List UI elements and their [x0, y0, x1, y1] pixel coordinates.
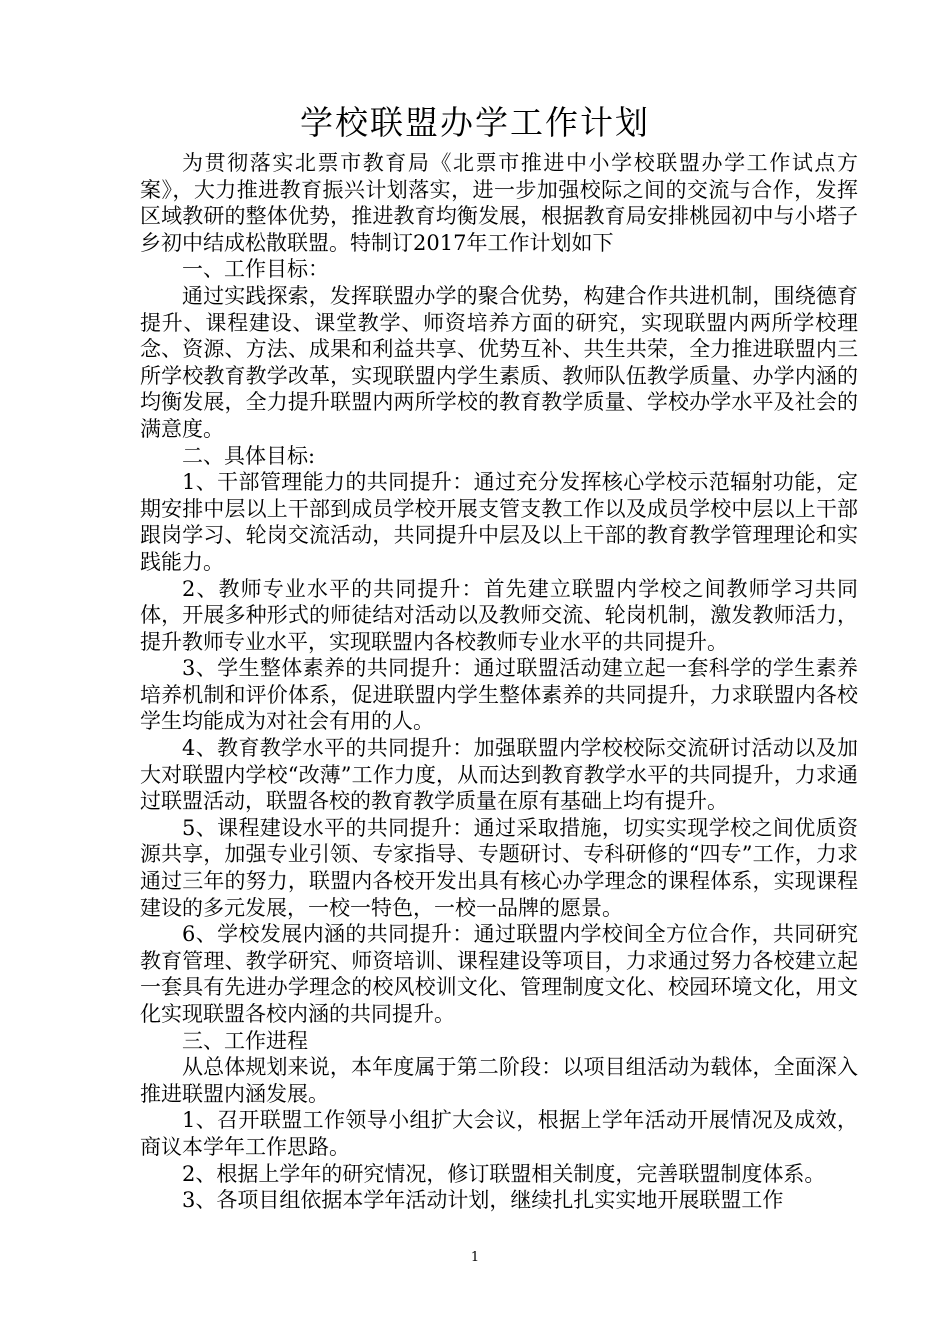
progress-item-1: 1、召开联盟工作领导小组扩大会议，根据上学年活动开展情况及成效，商议本学年工作思路。 — [140, 1108, 858, 1159]
specific-goal-4: 4、教育教学水平的共同提升：加强联盟内学校校际交流研讨活动以及加大对联盟内学校“改薄”工作力度，从而达到教育教学水平的共同提升，力求通过联盟活动，联盟各校的教育教学质量在原有基础上均有提升。 — [140, 736, 858, 814]
document-body — [140, 150, 858, 1214]
progress-overview: 从总体规划来说，本年度属于第二阶段：以项目组活动为载体，全面深入推进联盟内涵发展。 — [140, 1055, 858, 1106]
specific-goal-5: 5、课程建设水平的共同提升：通过采取措施，切实实现学校之间优质资源共享，加强专业引领、专家指导、专题研讨、专科研修的“四专”工作，力求通过三年的努力，联盟内各校开发出具有核心办学理念的课程体系，实现课程建设的多元发展，一校一特色，一校一品牌的愿景。 — [140, 815, 858, 920]
specific-goal-6: 6、学校发展内涵的共同提升：通过联盟内学校间全方位合作，共同研究教育管理、教学研究、师资培训、课程建设等项目，力求通过努力各校建立起一套具有先进办学理念的校风校训文化、管理制度文化、校园环境文化，用文化实现联盟各校内涵的共同提升。 — [140, 922, 858, 1026]
specific-goal-3: 3、学生整体素养的共同提升：通过联盟活动建立起一套科学的学生素养培养机制和评价体系，促进联盟内学生整体素养的共同提升，力求联盟内各校学生均能成为对社会有用的人。 — [140, 656, 858, 734]
section-heading-specific-goals: 二、具体目标: — [182, 443, 316, 468]
specific-goal-1: 1、干部管理能力的共同提升：通过充分发挥核心学校示范辐射功能，定期安排中层以上干部到成员学校开展支管支教工作以及成员学校中层以上干部跟岗学习、轮岗交流活动，共同提升中层及以上干部的教育教学管理理论和实践能力。 — [140, 470, 858, 574]
section-heading-goals: 一、工作目标： — [182, 257, 329, 282]
intro-paragraph: 为贯彻落实北票市教育局《北票市推进中小学校联盟办学工作试点方案》，大力推进教育振兴计划落实，进一步加强校际之间的交流与合作，发挥区域教研的整体优势，推进教育均衡发展，根据教育局安排桃园初中与小塔子乡初中结成松散联盟。特制订2017年工作计划如下 — [140, 151, 858, 255]
section-heading-progress: 三、工作进程 — [182, 1028, 308, 1053]
specific-goal-2: 2、教师专业水平的共同提升：首先建立联盟内学校之间教师学习共同体，开展多种形式的师徒结对活动以及教师交流、轮岗机制，激发教师活力，提升教师专业水平，实现联盟内各校教师专业水平的共同提升。 — [140, 576, 858, 654]
progress-item-2: 2、根据上学年的研究情况，修订联盟相关制度，完善联盟制度体系。 — [182, 1161, 826, 1186]
progress-item-3: 3、各项目组依据本学年活动计划，继续扎扎实实地开展联盟工作 — [182, 1188, 784, 1213]
document-title: 学校联盟办学工作计划 — [300, 103, 650, 142]
goals-paragraph: 通过实践探索，发挥联盟办学的聚合优势，构建合作共进机制，围绕德育提升、课程建设、课堂教学、师资培养方面的研究，实现联盟内两所学校理念、资源、方法、成果和利益共享、优势互补、共生共荣，全力推进联盟内三所学校教育教学改革，实现联盟内学生素质、教师队伍教学质量、办学内涵的均衡发展，全力提升联盟内两所学校的教育教学质量、学校办学水平及社会的满意度。 — [140, 283, 858, 441]
page-number: 1 — [470, 1250, 480, 1265]
